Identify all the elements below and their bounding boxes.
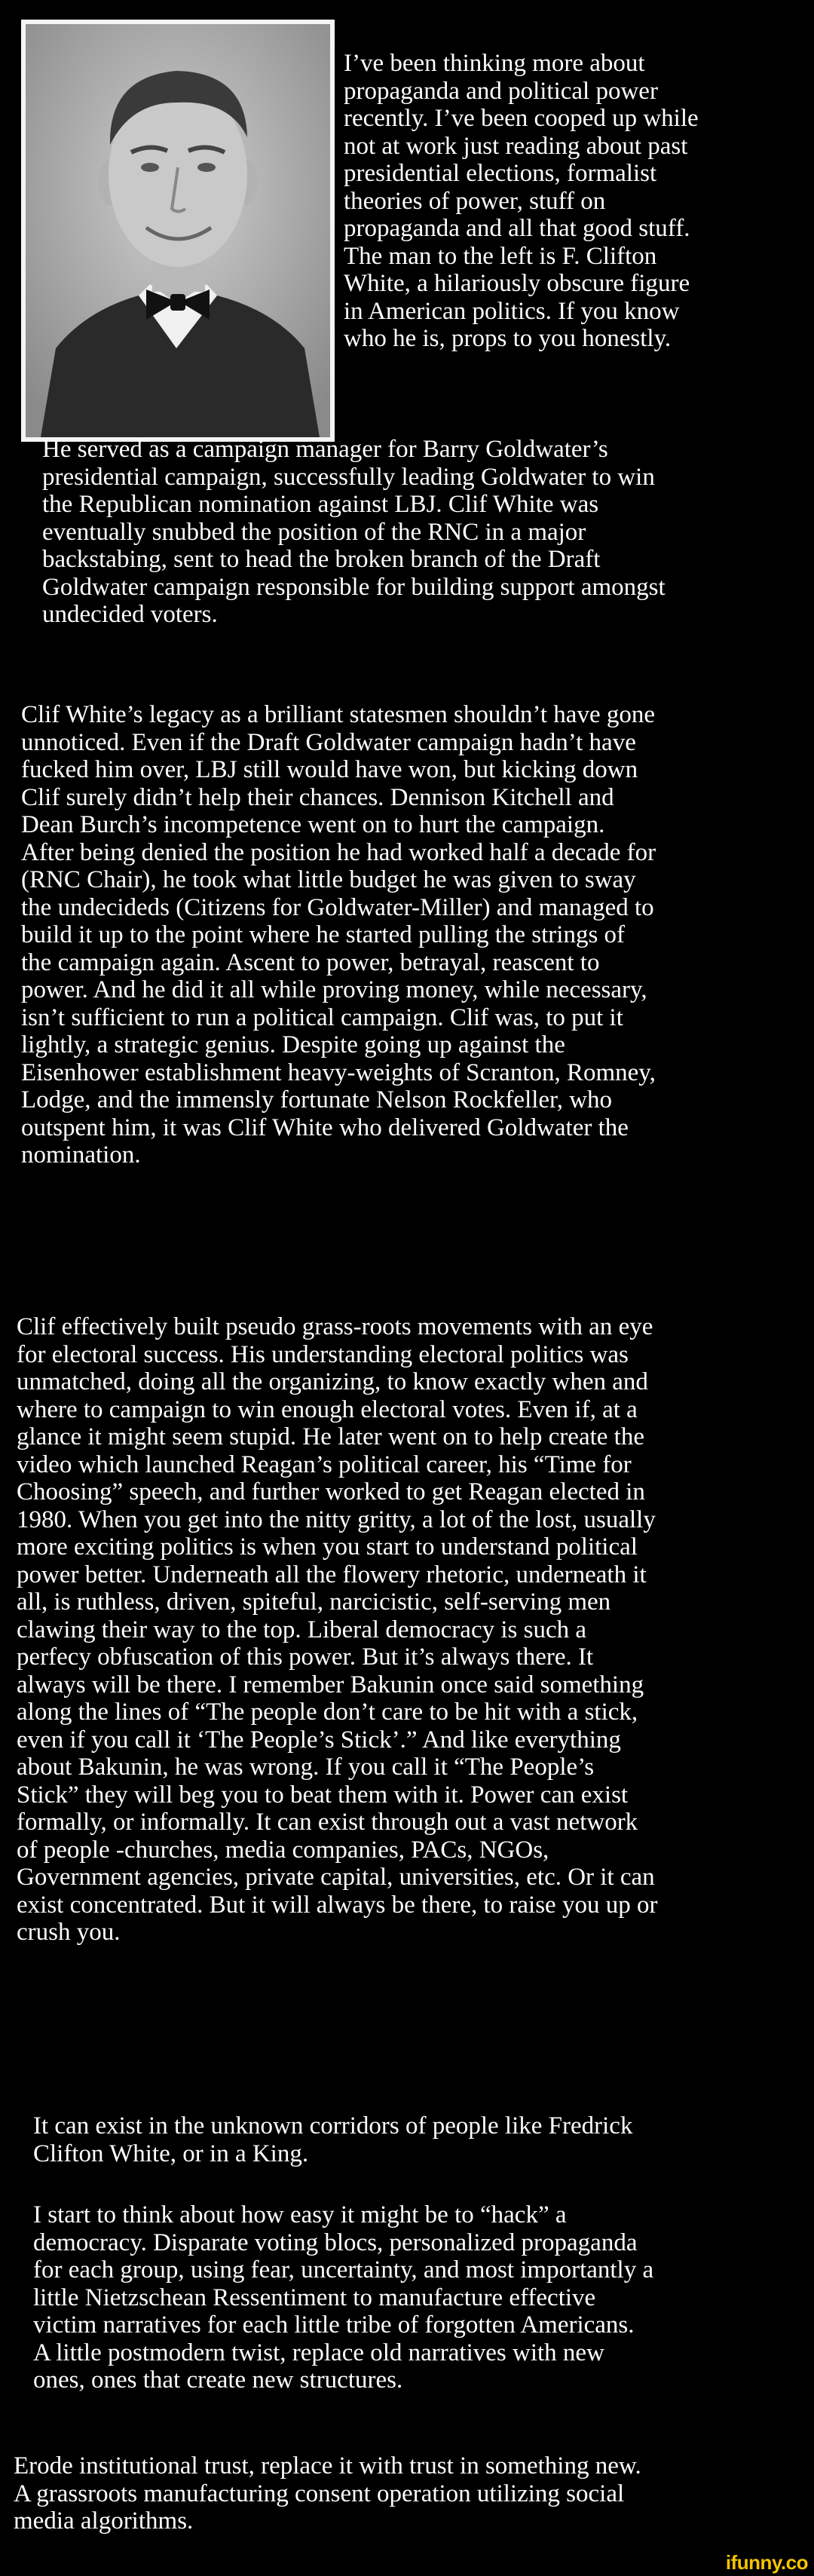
erode-trust-paragraph: Erode institutional trust, replace it with trust in something new. A grassroots manufacturing consent operation utilizing social media algorithms.	[14, 2452, 641, 2535]
intro-paragraph: I’ve been thinking more about propaganda and political power recently. I’ve been cooped up while not at work just reading about past presidential elections, formalist theories of power, stuff on propaganda and all that good stuff. The man to the left is F. Clifton White, a hilariously obscure figure in American politics. If you know who he is, props to you honestly.	[344, 50, 699, 352]
campaign-paragraph: He served as a campaign manager for Barry Goldwater’s presidential campaign, successfully leading Goldwater to win the Republican nomination against LBJ. Clif White was eventually snubbed the position of the RNC in a major backstabing, sent to head the broken branch of the Draft Goldwater campaign responsible for building support amongst undecided voters.	[42, 436, 666, 628]
portrait-illustration	[26, 24, 330, 437]
portrait-photo	[21, 20, 335, 442]
legacy-paragraph: Clif White’s legacy as a brilliant statesmen shouldn’t have gone unnoticed. Even if the Draft Goldwater campaign hadn’t have fucked him over, LBJ still would have won, but kicking down Clif surely didn’t help their chances. Dennison Kitchell and Dean Burch’s incompetence went on to hurt the campaign. After being denied the position he had worked half a decade for (RNC Chair), he took what little budget he was given to sway the undecideds (Citizens for Goldwater-Miller) and managed to build it up to the point where he started pulling the strings of the campaign again. Ascent to power, betrayal, reascent to power. And he did it all while proving money, while necessary, isn’t sufficient to run a political campaign. Clif was, to put it lightly, a strategic genius. Despite going up against the Eisenhower establishment heavy-weights of Scranton, Romney, Lodge, and the immensly fortunate Nelson Rockfeller, who outspent him, it was Clif White who delivered Goldwater the nomination.	[21, 701, 656, 1169]
ifunny-watermark: ifunny.co	[725, 2551, 808, 2574]
corridors-paragraph: It can exist in the unknown corridors of people like Fredrick Clifton White, or in a King.	[33, 2112, 633, 2167]
grassroots-paragraph: Clif effectively built pseudo grass-roots movements with an eye for electoral success. His understanding electoral politics was unmatched, doing all the organizing, to know exactly when and where to campaign to win enough electoral votes. Even if, at a glance it might seem stupid. He later went on to help create the video which launched Reagan’s political career, his “Time for Choosing” speech, and further worked to get Reagan elected in 1980. When you get into the nitty gritty, a lot of the lost, usually more exciting politics is when you start to understand political power better. Underneath all the flowery rhetoric, underneath it all, is ruthless, driven, spiteful, narcicistic, self-serving men clawing their way to the top. Liberal democracy is such a perfecy obfuscation of this power. But it’s always there. It always will be there. I remember Bakunin once said something along the lines of “The people don’t care to be hit with a stick, even if you call it ‘The People’s Stick’.” And like everything about Bakunin, he was wrong. If you call it “The People’s Stick” they will beg you to beat them with it. Power can exist formally, or informally. It can exist through out a vast network of people -churches, media companies, PACs, NGOs, Government agencies, private capital, universities, etc. Or it can exist concentrated. But it will always be there, to raise you up or crush you.	[17, 1313, 658, 1946]
hack-democracy-paragraph: I start to think about how easy it might be to “hack” a democracy. Disparate voting blocs, personalized propaganda for each group, using fear, uncertainty, and most importantly a little Nietzschean Ressentiment to manufacture effective victim narratives for each little tribe of forgotten Americans. A little postmodern twist, replace old narratives with new ones, ones that create new structures.	[33, 2201, 654, 2394]
